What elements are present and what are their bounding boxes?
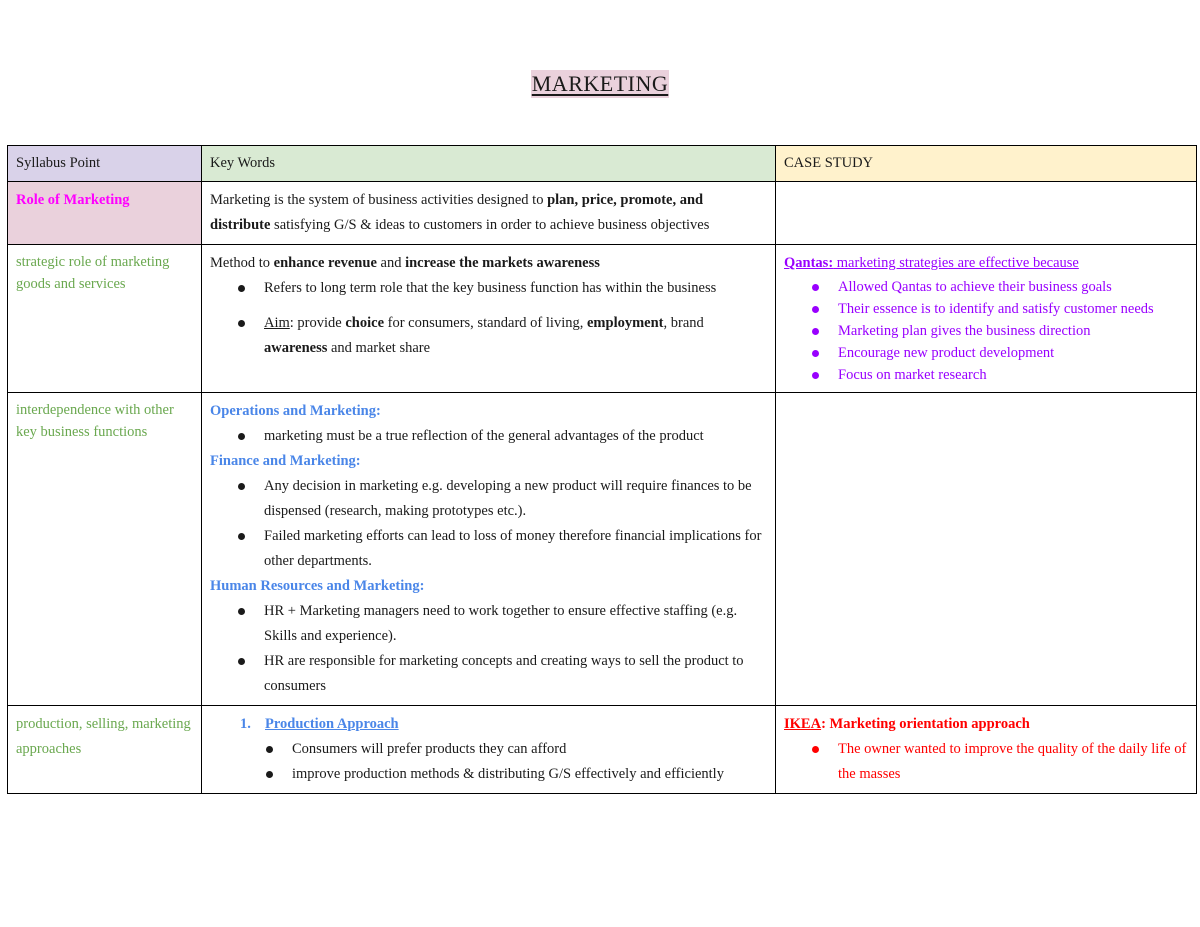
list-item: HR are responsible for marketing concepts and creating ways to sell the product to consumers <box>264 649 767 699</box>
syllabus-point-strategic: strategic role of marketing goods and services <box>16 254 170 292</box>
approach-bullets <box>210 737 767 787</box>
title-wrap <box>0 70 1200 98</box>
keywords-cell <box>202 182 776 245</box>
keywords-cell <box>202 706 776 794</box>
header-keywords: Key Words <box>202 146 776 182</box>
list-item: Failed marketing efforts can lead to loss of money therefore financial implications for other departments. <box>264 524 767 574</box>
syllabus-point-interdependence: interdependence with other key business functions <box>16 402 174 440</box>
aim-d: employment <box>586 315 664 331</box>
fin-bullets <box>210 474 767 574</box>
syllabus-cell <box>8 182 202 245</box>
aim-label: Aim <box>264 315 290 331</box>
syllabus-point-role: Role of Marketing <box>16 192 130 208</box>
syllabus-cell <box>8 245 202 393</box>
hr-heading: Human Resources and Marketing: <box>210 578 425 594</box>
list-item: Encourage new product development <box>838 342 1188 364</box>
case-cell <box>776 706 1197 794</box>
syllabus-cell <box>8 393 202 706</box>
list-item: Focus on market research <box>838 364 1188 386</box>
case-name: IKEA <box>784 716 822 732</box>
row-role-of-marketing <box>8 182 1197 245</box>
header-case-study: CASE STUDY <box>776 146 1197 182</box>
def-text-a: Marketing is the system of business activities designed to <box>210 192 548 208</box>
aim-f: awareness <box>264 340 328 356</box>
case-cell <box>776 182 1197 245</box>
keywords-cell <box>202 245 776 393</box>
qantas-bullets <box>784 276 1188 386</box>
fin-heading: Finance and Marketing: <box>210 453 361 469</box>
list-item: Marketing plan gives the business direction <box>838 320 1188 342</box>
header-row <box>8 146 1197 182</box>
aim-e: , brand <box>663 315 704 331</box>
case-heading-qantas <box>784 251 1188 276</box>
list-item: HR + Marketing managers need to work together to ensure effective staffing (e.g. Skills and experience). <box>264 599 767 649</box>
list-number: 1. <box>240 716 251 732</box>
method-b: enhance revenue <box>273 255 377 271</box>
syllabus-cell <box>8 706 202 794</box>
list-item: Refers to long term role that the key business function has within the business <box>264 276 767 301</box>
method-line <box>210 251 767 276</box>
case-title-rest: marketing strategies are effective because <box>833 255 1079 271</box>
list-item: marketing must be a true reflection of the general advantages of the product <box>264 424 767 449</box>
approach-title: Production Approach <box>265 716 399 732</box>
method-c: and <box>376 255 406 271</box>
numbered-heading <box>210 712 767 737</box>
list-item: Their essence is to identify and satisfy customer needs <box>838 298 1188 320</box>
page-title: MARKETING <box>531 71 669 96</box>
syllabus-point-approaches: production, selling, marketing approaches <box>16 716 191 757</box>
hr-bullets <box>210 599 767 699</box>
header-syllabus: Syllabus Point <box>8 146 202 182</box>
row-strategic-role <box>8 245 1197 393</box>
case-rest: : Marketing orientation approach <box>821 716 1030 732</box>
aim-g: and market share <box>327 340 431 356</box>
notes-table <box>7 145 1197 794</box>
ikea-bullets <box>784 737 1188 787</box>
aim-b: choice <box>345 315 385 331</box>
method-d: increase the markets awareness <box>405 255 600 271</box>
method-a: Method to <box>210 255 274 271</box>
list-item: The owner wanted to improve the quality of the daily life of the masses <box>838 737 1188 787</box>
def-text-c: satisfying G/S & ideas to customers in order to achieve business objectives <box>270 217 710 233</box>
aim-a: : provide <box>289 315 346 331</box>
strategic-bullets <box>210 276 767 361</box>
list-item: improve production methods & distributing G/S effectively and efficiently <box>292 762 767 787</box>
case-cell <box>776 393 1197 706</box>
ops-heading: Operations and Marketing: <box>210 403 381 419</box>
def-text-b: plan, price, promote, and distribute <box>210 192 704 233</box>
keywords-cell <box>202 393 776 706</box>
list-item: Any decision in marketing e.g. developing a new product will require finances to be dispensed (research, making prototypes etc.). <box>264 474 767 524</box>
case-cell <box>776 245 1197 393</box>
aim-c: for consumers, standard of living, <box>384 315 587 331</box>
list-item: Allowed Qantas to achieve their business goals <box>838 276 1188 298</box>
ops-bullets <box>210 424 767 449</box>
list-item: Consumers will prefer products they can afford <box>292 737 767 762</box>
case-heading-ikea <box>784 712 1188 737</box>
case-title: Qantas: <box>784 255 834 271</box>
list-item <box>264 311 767 361</box>
row-interdependence <box>8 393 1197 706</box>
row-approaches <box>8 706 1197 794</box>
